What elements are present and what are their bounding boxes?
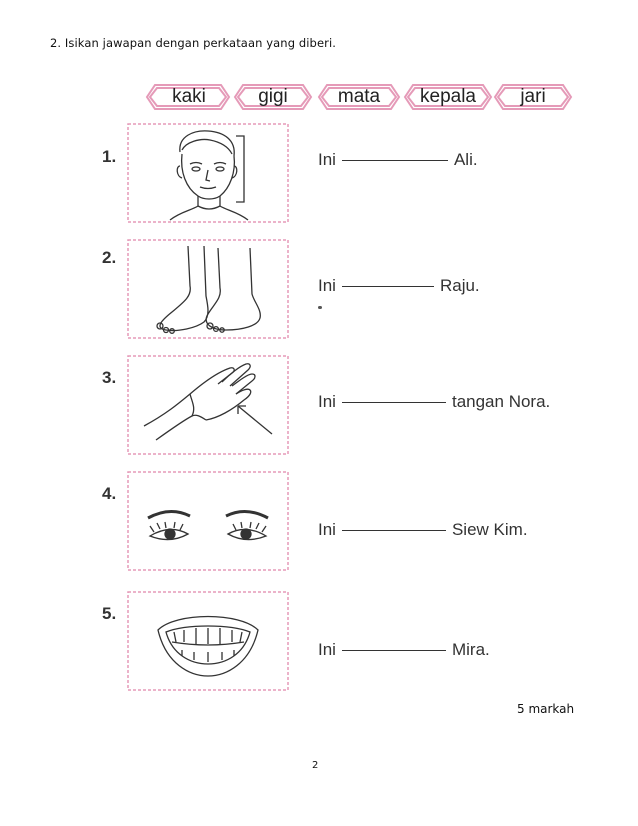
question-5-number: 5. <box>102 604 117 623</box>
word-bank <box>143 79 573 115</box>
answer-blank-4[interactable] <box>342 529 446 531</box>
sentence-2-before: Ini <box>318 276 336 295</box>
head-drawing <box>126 122 290 224</box>
question-2-number: 2. <box>102 248 117 267</box>
answer-blank-5[interactable] <box>342 649 446 651</box>
picture-frame-1 <box>126 122 290 224</box>
word-kepala: kepala <box>420 86 476 107</box>
sentence-1-before: Ini <box>318 150 336 169</box>
answer-blank-2[interactable] <box>342 285 434 287</box>
sentence-5-after: Mira. <box>451 640 490 659</box>
mouth-drawing <box>126 590 290 692</box>
sentence-1-after: Ali. <box>453 150 478 169</box>
answer-blank-3[interactable] <box>342 401 446 403</box>
question-3-number: 3. <box>102 368 117 387</box>
feet-drawing <box>126 238 290 340</box>
sentence-5-before: Ini <box>318 640 336 659</box>
picture-frame-4 <box>126 470 290 572</box>
sentence-3-after: tangan Nora. <box>451 392 551 411</box>
stray-mark <box>318 306 322 309</box>
sentence-3 <box>318 392 550 412</box>
picture-frame-5 <box>126 590 290 692</box>
word-kaki: kaki <box>172 86 206 107</box>
page-number: 2 <box>312 760 319 771</box>
picture-frame-2 <box>126 238 290 340</box>
sentence-2 <box>318 276 480 296</box>
picture-frame-3 <box>126 354 290 456</box>
word-jari: jari <box>520 86 546 107</box>
sentence-4-before: Ini <box>318 520 336 539</box>
hand-drawing <box>126 354 290 456</box>
marks-label: 5 markah <box>517 702 575 716</box>
instruction-text: 2. Isikan jawapan dengan perkataan yang diberi. <box>50 36 336 50</box>
question-1-number: 1. <box>102 147 117 166</box>
word-mata: mata <box>337 86 381 107</box>
sentence-4 <box>318 520 528 540</box>
word-gigi: gigi <box>258 86 288 107</box>
sentence-3-before: Ini <box>318 392 336 411</box>
sentence-5 <box>318 640 490 660</box>
sentence-2-after: Raju. <box>439 276 480 295</box>
question-4-number: 4. <box>102 484 117 503</box>
eyes-drawing <box>126 470 290 572</box>
answer-blank-1[interactable] <box>342 159 448 161</box>
sentence-4-after: Siew Kim. <box>451 520 528 539</box>
sentence-1 <box>318 150 478 170</box>
